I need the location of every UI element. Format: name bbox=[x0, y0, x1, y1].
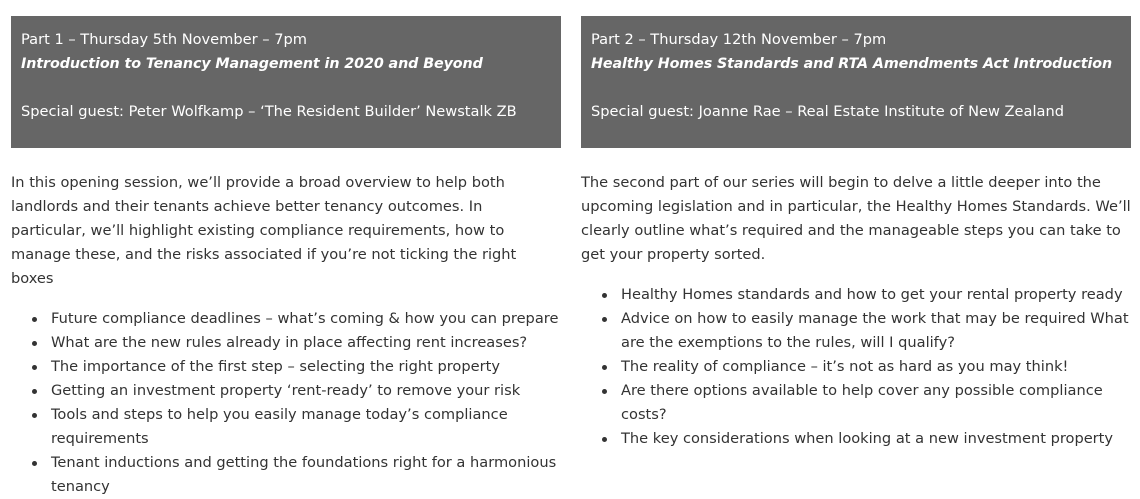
list-item-text: The key considerations when looking at a new investment property bbox=[621, 430, 1114, 447]
list-item-text: Are there options available to help cover any possible compliance costs? bbox=[621, 382, 1103, 423]
part1-intro: In this opening session, we’ll provide a broad overview to help both landlords and their tenants achieve better tenancy outcomes. In particular, we’ll highlight existing compliance requirements, how to manage these, and the risks associated if you’re not ticking the right boxes bbox=[11, 174, 517, 287]
list-item bbox=[621, 283, 1131, 307]
part2-header bbox=[581, 16, 1131, 148]
list-item-text: The importance of the first step – selecting the right property bbox=[51, 358, 500, 375]
list-item bbox=[621, 307, 1131, 355]
part1-date-line: Part 1 – Thursday 5th November – 7pm bbox=[21, 31, 307, 48]
list-item bbox=[621, 355, 1131, 379]
part2-column bbox=[581, 16, 1131, 451]
bullet-icon bbox=[32, 389, 37, 394]
bullet-icon bbox=[32, 413, 37, 418]
list-item bbox=[621, 427, 1131, 451]
part2-guest: Special guest: Joanne Rae – Real Estate Institute of New Zealand bbox=[591, 103, 1064, 120]
bullet-icon bbox=[32, 341, 37, 346]
part1-title: Introduction to Tenancy Management in 2020 and Beyond bbox=[21, 56, 483, 72]
part1-column bbox=[11, 16, 561, 499]
part2-intro: The second part of our series will begin to delve a little deeper into the upcoming legislation and in particular, the Healthy Homes Standards. We’ll clearly outline what’s required and the manageable steps you can take to get your property sorted. bbox=[581, 174, 1131, 263]
list-item bbox=[51, 355, 561, 379]
list-item-text: The reality of compliance – it’s not as hard as you may think! bbox=[621, 358, 1069, 375]
list-item-text: Advice on how to easily manage the work that may be required What are the exemptions to the rules, will I qualify? bbox=[621, 310, 1129, 351]
list-item bbox=[621, 379, 1131, 427]
list-item bbox=[51, 379, 561, 403]
part1-header bbox=[11, 16, 561, 148]
list-item-text: Getting an investment property ‘rent-ready’ to remove your risk bbox=[51, 382, 521, 399]
part1-guest: Special guest: Peter Wolfkamp – ‘The Resident Builder’ Newstalk ZB bbox=[21, 103, 517, 120]
list-item-text: Healthy Homes standards and how to get your rental property ready bbox=[621, 286, 1123, 303]
part1-bullet-list bbox=[11, 307, 561, 499]
part2-date-line: Part 2 – Thursday 12th November – 7pm bbox=[591, 31, 887, 48]
list-item bbox=[51, 331, 561, 355]
bullet-icon bbox=[32, 461, 37, 466]
bullet-icon bbox=[602, 293, 607, 298]
list-item-text: Future compliance deadlines – what’s coming & how you can prepare bbox=[51, 310, 559, 327]
bullet-icon bbox=[32, 365, 37, 370]
list-item bbox=[51, 451, 561, 499]
list-item bbox=[51, 307, 561, 331]
list-item bbox=[51, 403, 561, 451]
bullet-icon bbox=[602, 389, 607, 394]
part2-title: Healthy Homes Standards and RTA Amendments Act Introduction bbox=[591, 56, 1113, 72]
list-item-text: Tenant inductions and getting the foundations right for a harmonious tenancy bbox=[51, 454, 557, 495]
bullet-icon bbox=[602, 437, 607, 442]
list-item-text: What are the new rules already in place affecting rent increases? bbox=[51, 334, 528, 351]
part2-bullet-list bbox=[581, 283, 1131, 451]
bullet-icon bbox=[602, 317, 607, 322]
list-item-text: Tools and steps to help you easily manage today’s compliance requirements bbox=[51, 406, 508, 447]
bullet-icon bbox=[602, 365, 607, 370]
bullet-icon bbox=[32, 317, 37, 322]
